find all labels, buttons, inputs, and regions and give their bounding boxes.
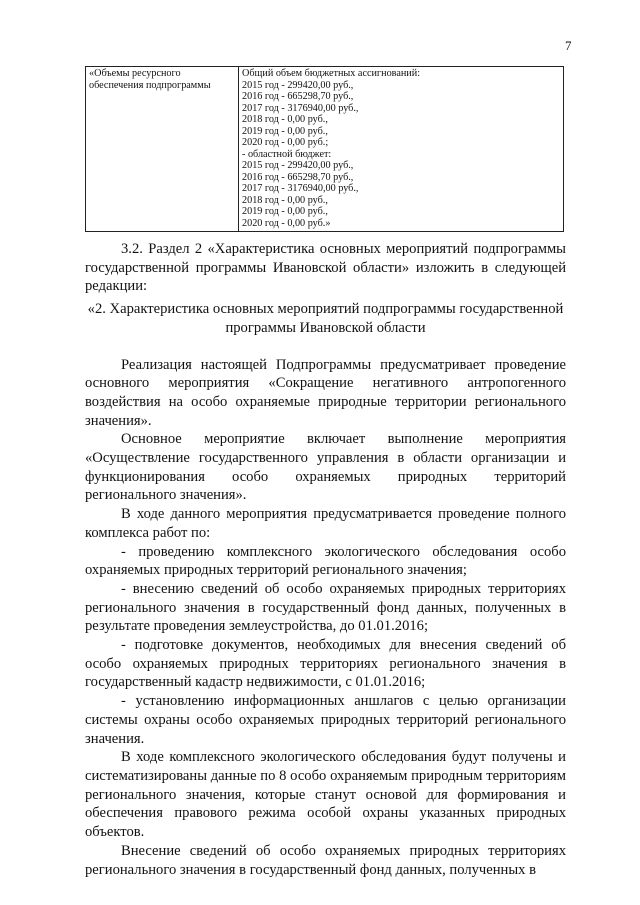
budget-values-cell [239, 67, 564, 232]
paragraph: Основное мероприятие включает выполнение мероприятия «Осуществление государственного управления в области организации и функционирования особо охраняемых природных территорий регионального значения». [85, 431, 566, 504]
budget-line: 2018 год - 0,00 руб., [242, 114, 328, 125]
budget-line: 2017 год - 3176940,00 руб., [242, 102, 359, 114]
paragraph: В ходе комплексного экологического обследования будут получены и систематизированы данные по 8 особо охраняемым природным территориям регионального значения, которые станут основой для формирования и обеспечения правового режима особой охраны указанных природных объектов. [85, 749, 566, 841]
section-heading: «2. Характеристика основных мероприятий подпрограммы государственной программы Ивановской области [87, 301, 564, 336]
spacer [85, 338, 566, 356]
paragraph: Внесение сведений об особо охраняемых природных территориях регионального значения в государственный фонд данных, полученных в [85, 842, 566, 878]
budget-line: 2020 год - 0,00 руб.; [242, 137, 329, 148]
list-item: - подготовке документов, необходимых для внесения сведений об особо охраняемых природных территориях регионального значения в государственный кадастр недвижимости, с 01.01.2016; [85, 637, 566, 691]
list-item: - проведению комплексного экологического обследования особо охраняемых природных территорий регионального значения; [85, 543, 566, 579]
budget-line: 2016 год - 665298,70 руб., [242, 91, 354, 102]
budget-line: 2016 год - 665298,70 руб., [242, 171, 354, 183]
table-row [86, 67, 564, 232]
document-body [85, 240, 566, 879]
paragraph: В ходе данного мероприятия предусматривается проведение полного комплекса работ по: [85, 506, 566, 541]
budget-line: Общий объем бюджетных ассигнований: [242, 68, 421, 79]
budget-line: 2017 год - 3176940,00 руб., [242, 183, 359, 194]
budget-label-cell: «Объемы ресурсного обеспечения подпрограммы [86, 67, 239, 232]
budget-line: 2015 год - 299420,00 руб., [242, 79, 354, 91]
budget-line: 2020 год - 0,00 руб.» [242, 217, 331, 229]
budget-line: 2019 год - 0,00 руб., [242, 125, 328, 137]
budget-line: 2015 год - 299420,00 руб., [242, 160, 354, 171]
paragraph: Реализация настоящей Подпрограммы предусматривает проведение основного мероприятия «Сокращение негативного антропогенного воздействия на особо охраняемые природные территории регионального значения». [85, 356, 566, 429]
list-item: - внесению сведений об особо охраняемых природных территориях регионального значения в государственный фонд данных, полученных в результате проведения землеустройства, до 01.01.2016; [85, 580, 566, 635]
list-item: - установлению информационных аншлагов с целью организации системы охраны особо охраняемых природных территорий регионального значения. [85, 693, 566, 747]
paragraph-amendment: 3.2. Раздел 2 «Характеристика основных мероприятий подпрограммы государственной программы Ивановской области» изложить в следующей редакции: [85, 241, 566, 295]
budget-line: - областной бюджет: [242, 148, 332, 160]
budget-line: 2019 год - 0,00 руб., [242, 206, 328, 217]
page-number: 7 [565, 38, 572, 53]
budget-line: 2018 год - 0,00 руб., [242, 194, 328, 206]
budget-table [85, 66, 564, 232]
